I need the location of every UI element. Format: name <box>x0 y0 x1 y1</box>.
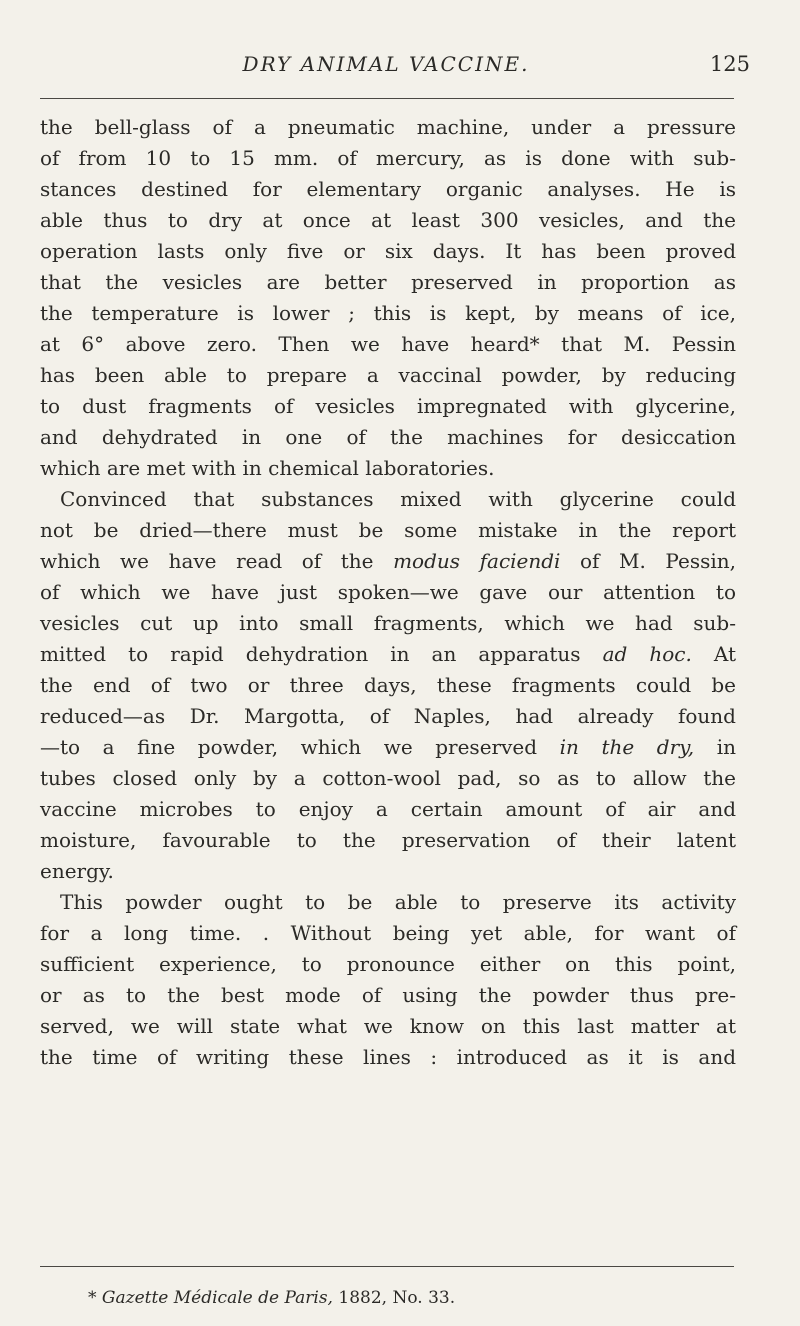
text-line-15-a: which we have read of the <box>40 549 394 573</box>
footnote-source: Gazette Médicale de Paris, <box>101 1288 333 1308</box>
italic-ad-hoc: ad hoc. <box>602 642 692 666</box>
text-line-21 <box>40 732 736 763</box>
text-line-4: able thus to dry at once at least 300 vesicles, and the <box>40 208 736 232</box>
text-line-3: stances destined for elementary organic analyses. He is <box>40 177 736 201</box>
footnote <box>88 1286 455 1310</box>
text-line-8: at 6° above zero. Then we have heard* that M. Pessin <box>40 332 736 356</box>
text-line-11: and dehydrated in one of the machines for desiccation <box>40 425 736 449</box>
text-line-16: of which we have just spoken—we gave our attention to <box>40 580 736 604</box>
text-line-18-a: mitted to rapid dehydration in an apparatus <box>40 642 603 666</box>
body-text <box>40 112 736 1073</box>
header-rule <box>40 98 734 99</box>
running-title: DRY ANIMAL VACCINE. <box>242 52 530 76</box>
text-line-27: for a long time. . Without being yet able, for want of <box>40 921 736 945</box>
page-header <box>36 50 752 84</box>
text-line-23: vaccine microbes to enjoy a certain amount of air and <box>40 797 736 821</box>
text-line-29: or as to the best mode of using the powder thus pre- <box>40 983 736 1007</box>
text-line-30: served, we will state what we know on this last matter at <box>40 1014 736 1038</box>
italic-modus-faciendi: modus faciendi <box>393 549 561 573</box>
text-line-12: which are met with in chemical laboratories. <box>40 456 495 480</box>
text-line-10: to dust fragments of vesicles impregnated with glycerine, <box>40 394 736 418</box>
text-line-1: the bell-glass of a pneumatic machine, under a pressure <box>40 115 736 139</box>
footnote-rule <box>40 1266 734 1267</box>
text-line-24: moisture, favourable to the preservation of their latent <box>40 828 736 852</box>
footnote-citation: 1882, No. 33. <box>338 1288 456 1308</box>
text-line-19: the end of two or three days, these fragments could be <box>40 673 736 697</box>
text-line-26: This powder ought to be able to preserve its activity <box>60 890 736 914</box>
italic-in-the-dry: in the dry, <box>559 735 695 759</box>
text-line-17: vesicles cut up into small fragments, which we had sub- <box>40 611 736 635</box>
text-line-20: reduced—as Dr. Margotta, of Naples, had already found <box>40 704 736 728</box>
text-line-25: energy. <box>40 859 114 883</box>
text-line-15 <box>40 546 736 577</box>
text-line-18-b: At <box>691 642 736 666</box>
book-page <box>36 0 752 1326</box>
text-line-6: that the vesicles are better preserved in proportion as <box>40 270 736 294</box>
text-line-13: Convinced that substances mixed with glycerine could <box>60 487 736 511</box>
text-line-21-a: —to a fine powder, which we preserved <box>40 735 560 759</box>
text-line-22: tubes closed only by a cotton-wool pad, so as to allow the <box>40 766 736 790</box>
page-number: 125 <box>709 52 750 76</box>
text-line-5: operation lasts only five or six days. It has been proved <box>40 239 736 263</box>
footnote-marker: * <box>88 1288 97 1308</box>
text-line-15-b: of M. Pessin, <box>560 549 736 573</box>
text-line-31: the time of writing these lines : introduced as it is and <box>40 1045 736 1069</box>
text-line-18 <box>40 639 736 670</box>
text-line-21-b: in <box>694 735 737 759</box>
text-line-7: the temperature is lower ; this is kept, by means of ice, <box>40 301 736 325</box>
text-line-14: not be dried—there must be some mistake in the report <box>40 518 736 542</box>
text-line-28: sufficient experience, to pronounce either on this point, <box>40 952 736 976</box>
text-line-2: of from 10 to 15 mm. of mercury, as is done with sub- <box>40 146 736 170</box>
text-line-9: has been able to prepare a vaccinal powder, by reducing <box>40 363 736 387</box>
